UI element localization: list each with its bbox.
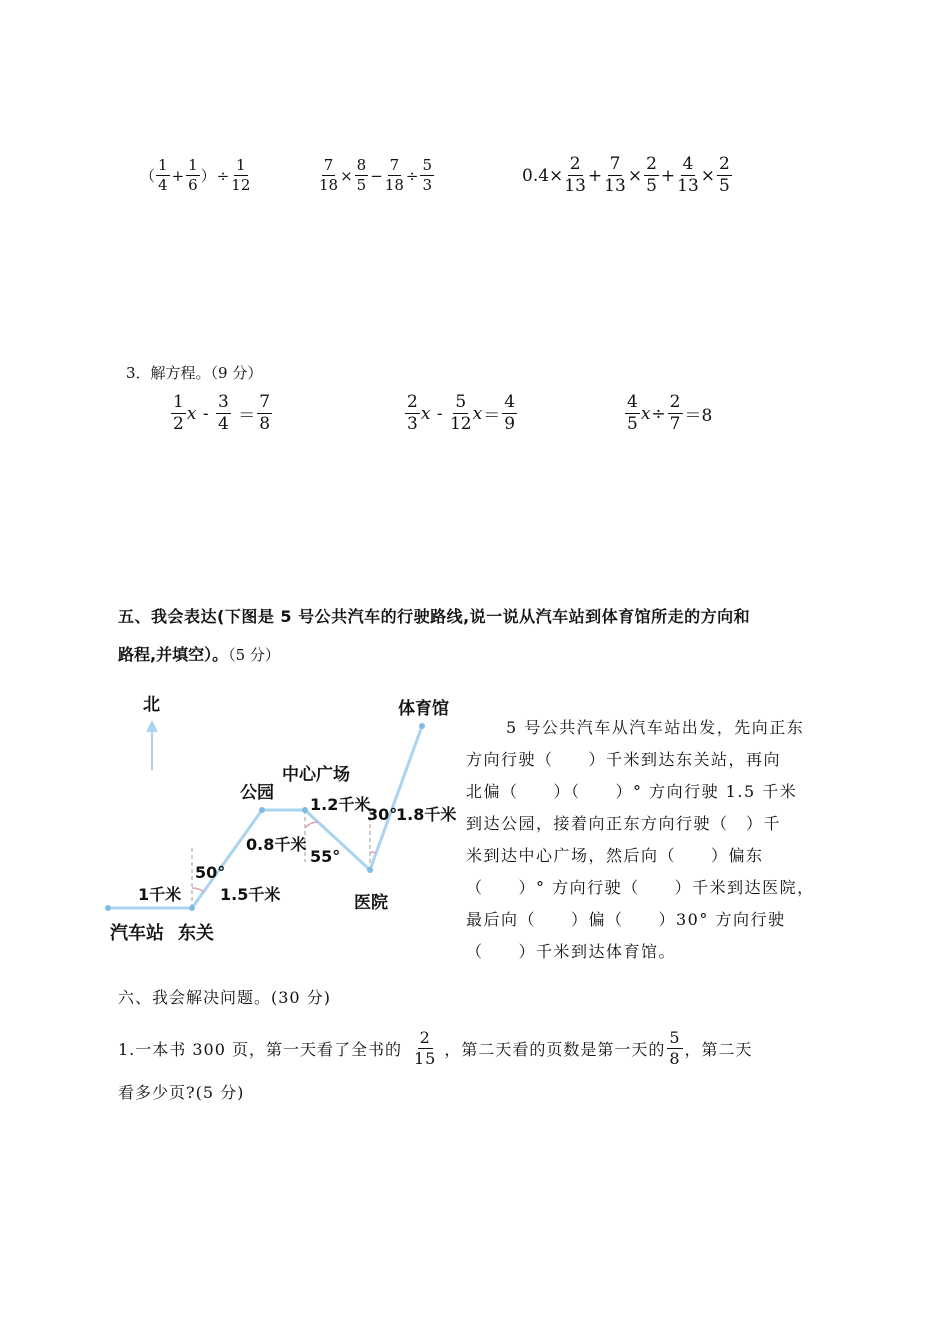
north-label: 北 — [143, 695, 160, 715]
fill-line-4: 到达公园，接着向正东方向行驶（ ）千 — [466, 814, 782, 833]
equation-2: $\frac{2}{3}$ x - $\frac{5}{12}$ x ＝ $\frac{4}{9}$ — [407, 392, 516, 434]
fraction-2-15: $\frac{2}{15}$ — [413, 1028, 437, 1068]
equations-title: 3．解方程。（9 分） — [126, 364, 263, 382]
stop-stadium — [419, 723, 425, 729]
stop-park — [259, 807, 265, 813]
fill-line-6: （ ）° 方向行驶（ ）千米到达医院， — [466, 878, 815, 897]
stop-bus-station — [105, 905, 111, 911]
fill-line-1: 5 号公共汽车从汽车站出发，先向正东 — [506, 718, 805, 737]
label-hospital: 医院 — [354, 893, 388, 913]
distance-1-2km: 1.2千米 — [310, 795, 371, 814]
problem-1-line1: 1.一本书 300 页，第一天看了全书的 $\frac{2}{15}$ ，第二天看的页数是第一天的 $\frac{5}{8}$ ，第二天 — [118, 1028, 753, 1068]
distance-1-5km: 1.5千米 — [220, 885, 281, 904]
label-stadium: 体育馆 — [398, 699, 449, 719]
distance-0-8km: 0.8千米 — [246, 835, 307, 854]
paren-right: ） — [200, 167, 216, 185]
fill-line-7: 最后向（ ）偏（ ）30° 方向行驶 — [466, 910, 786, 929]
equation-1: $\frac{1}{2}$ x - $\frac{3}{4}$ ＝ $\frac{7}{8}$ — [173, 392, 271, 434]
distance-1-8km: 1.8千米 — [396, 805, 457, 824]
label-park: 公园 — [240, 783, 274, 803]
angle-30: 30° — [367, 805, 398, 824]
fill-line-3: 北偏（ ）（ ）° 方向行驶 1.5 千米 — [466, 782, 798, 801]
fraction-1-12: $\frac{1}{12}$ — [231, 156, 251, 194]
section6-heading: 六、我会解决问题。(30 分) — [118, 988, 331, 1007]
bus-route-map — [100, 680, 470, 960]
stop-hospital — [367, 867, 373, 873]
fraction-1-6: $\frac{1}{6}$ — [188, 156, 198, 194]
fill-line-5: 米到达中心广场，然后向（ ）偏东 — [466, 846, 764, 865]
fraction-5-8: $\frac{5}{8}$ — [669, 1028, 681, 1068]
angle-arc-dongguan — [192, 888, 204, 892]
angle-50: 50° — [195, 863, 226, 882]
route-fill-in-paragraph — [466, 712, 866, 968]
angle-55: 55° — [310, 847, 341, 866]
label-bus-station: 汽车站 — [110, 923, 164, 944]
section5-heading-line2: 路程,并填空）。（5 分） — [118, 645, 280, 664]
fill-line-8: （ ）千米到达体育馆。 — [466, 942, 677, 961]
paren-left: （ — [140, 167, 156, 185]
equation-3: $\frac{4}{5}$ x ÷ $\frac{2}{7}$ ＝8 — [627, 392, 713, 434]
fill-line-2: 方向行驶（ ）千米到达东关站，再向 — [466, 750, 782, 769]
north-arrow-icon — [146, 720, 158, 732]
label-dongguan: 东关 — [178, 923, 214, 944]
fraction-1-4: $\frac{1}{4}$ — [158, 156, 168, 194]
angle-arc-hospital — [370, 852, 376, 853]
label-center-square: 中心广场 — [282, 765, 350, 785]
angle-arc-center-square — [305, 822, 318, 828]
calc-expression-2: $\frac{7}{18}$ × $\frac{8}{5}$ − $\frac{7}{18}$ ÷ $\frac{5}{3}$ — [319, 156, 433, 194]
distance-1km: 1千米 — [138, 885, 182, 904]
calc-expression-3: 0.4× $\frac{2}{13}$ + $\frac{7}{13}$ × $\frac{2}{5}$ + $\frac{4}{13}$ × $\frac{2}{5}$ — [522, 154, 730, 196]
section5-score: （5 分） — [228, 646, 280, 664]
problem-1-line2: 看多少页?(5 分) — [118, 1083, 245, 1102]
calc-expression-1: （ $\frac{1}{4}$ + $\frac{1}{6}$ ） ÷ $\frac{1}{12}$ — [140, 156, 251, 194]
section5-heading-line1: 五、我会表达(下图是 5 号公共汽车的行驶路线,说一说从汽车站到体育馆所走的方向和 — [118, 607, 751, 626]
stop-center-square — [302, 807, 308, 813]
stop-dongguan — [189, 905, 195, 911]
